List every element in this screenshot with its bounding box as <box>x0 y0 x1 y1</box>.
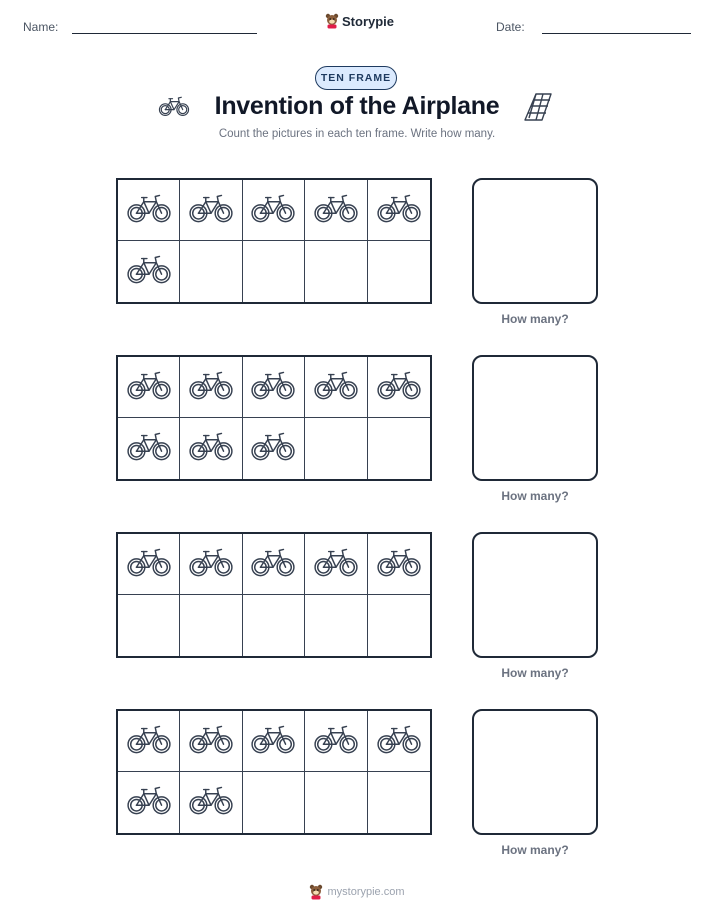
bicycle-icon <box>250 369 296 406</box>
ten-frame-cell <box>305 418 367 479</box>
ten-frame-cell <box>180 595 242 656</box>
ten-frame-cell <box>243 595 305 656</box>
ten-frame-cell <box>368 357 430 418</box>
ten-frame-cell <box>243 418 305 479</box>
footer <box>0 884 714 900</box>
ten-frame-cell <box>180 711 242 772</box>
how-many-label: How many? <box>501 312 569 326</box>
ten-frame <box>116 178 432 304</box>
answer-box[interactable] <box>472 709 598 835</box>
bicycle-icon <box>376 723 422 760</box>
ten-frame-cell <box>243 534 305 595</box>
bicycle-icon <box>126 369 172 406</box>
bicycle-icon <box>126 546 172 583</box>
bicycle-icon <box>313 192 359 229</box>
name-label: Name: <box>23 20 59 34</box>
brand-name: Storypie <box>342 13 395 29</box>
ten-frame-cell <box>305 357 367 418</box>
ten-frame-cell <box>305 711 367 772</box>
ten-frame-cell <box>368 595 430 656</box>
bicycle-icon <box>188 546 234 583</box>
page-title: Invention of the Airplane <box>214 92 500 120</box>
bicycle-icon <box>250 192 296 229</box>
how-many-label: How many? <box>501 843 569 857</box>
ten-frame-cell <box>368 711 430 772</box>
footer-url: mystorypie.com <box>327 886 405 898</box>
ten-frame-cell <box>368 534 430 595</box>
ten-frame-cell <box>305 180 367 241</box>
date-line[interactable] <box>542 33 691 34</box>
brand-logo <box>325 13 394 29</box>
bicycle-icon <box>188 723 234 760</box>
bicycle-icon <box>250 723 296 760</box>
ten-frame-cell <box>243 711 305 772</box>
ten-frame-cell <box>243 241 305 302</box>
ten-frame-cell <box>180 241 242 302</box>
bicycle-icon <box>376 369 422 406</box>
instructions: Count the pictures in each ten frame. Write how many. <box>218 128 496 140</box>
ten-frame <box>116 709 432 835</box>
bicycle-icon <box>313 369 359 406</box>
ten-frame-cell <box>243 772 305 833</box>
answer-box[interactable] <box>472 532 598 658</box>
bicycle-icon <box>376 546 422 583</box>
answer-box[interactable] <box>472 355 598 481</box>
ten-frame-cell <box>180 180 242 241</box>
bicycle-icon <box>188 430 234 467</box>
bicycle-icon <box>126 784 172 821</box>
date-label: Date: <box>496 20 525 34</box>
worksheet-header <box>0 0 714 50</box>
bicycle-icon <box>250 546 296 583</box>
ten-frame-cell <box>180 357 242 418</box>
ten-frame-cell <box>118 241 180 302</box>
ten-frame <box>116 532 432 658</box>
bear-mascot-icon <box>325 13 339 29</box>
ten-frame-cell <box>243 357 305 418</box>
ten-frame-cell <box>180 772 242 833</box>
bicycle-icon <box>250 430 296 467</box>
how-many-label: How many? <box>501 489 569 503</box>
bicycle-icon <box>126 192 172 229</box>
ten-frame-cell <box>180 418 242 479</box>
ten-frame-cell <box>243 180 305 241</box>
how-many-label: How many? <box>501 666 569 680</box>
bicycle-icon <box>188 192 234 229</box>
bicycle-icon <box>188 369 234 406</box>
bicycle-icon <box>126 723 172 760</box>
ten-frame-cell <box>118 418 180 479</box>
ten-frame-cell <box>305 534 367 595</box>
ten-frame-cell <box>368 418 430 479</box>
ten-frame-cell <box>118 180 180 241</box>
ten-frame-cell <box>118 711 180 772</box>
glider-wing-icon <box>522 90 554 124</box>
answer-box[interactable] <box>472 178 598 304</box>
bicycle-icon <box>126 430 172 467</box>
ten-frame-cell <box>305 595 367 656</box>
ten-frame-cell <box>305 241 367 302</box>
ten-frame-cell <box>118 357 180 418</box>
ten-frame <box>116 355 432 481</box>
bicycle-icon <box>376 192 422 229</box>
bear-mascot-icon <box>309 884 323 900</box>
ten-frame-cell <box>118 595 180 656</box>
ten-frame-cell <box>118 534 180 595</box>
bicycle-icon <box>126 253 172 290</box>
name-line[interactable] <box>72 33 257 34</box>
bicycle-icon <box>313 723 359 760</box>
ten-frame-badge: TEN FRAME <box>315 66 397 90</box>
ten-frame-cell <box>368 772 430 833</box>
bicycle-icon <box>313 546 359 583</box>
ten-frame-cell <box>118 772 180 833</box>
ten-frame-cell <box>368 180 430 241</box>
ten-frame-cell <box>368 241 430 302</box>
ten-frame-cell <box>180 534 242 595</box>
ten-frame-cell <box>305 772 367 833</box>
bicycle-icon <box>188 784 234 821</box>
